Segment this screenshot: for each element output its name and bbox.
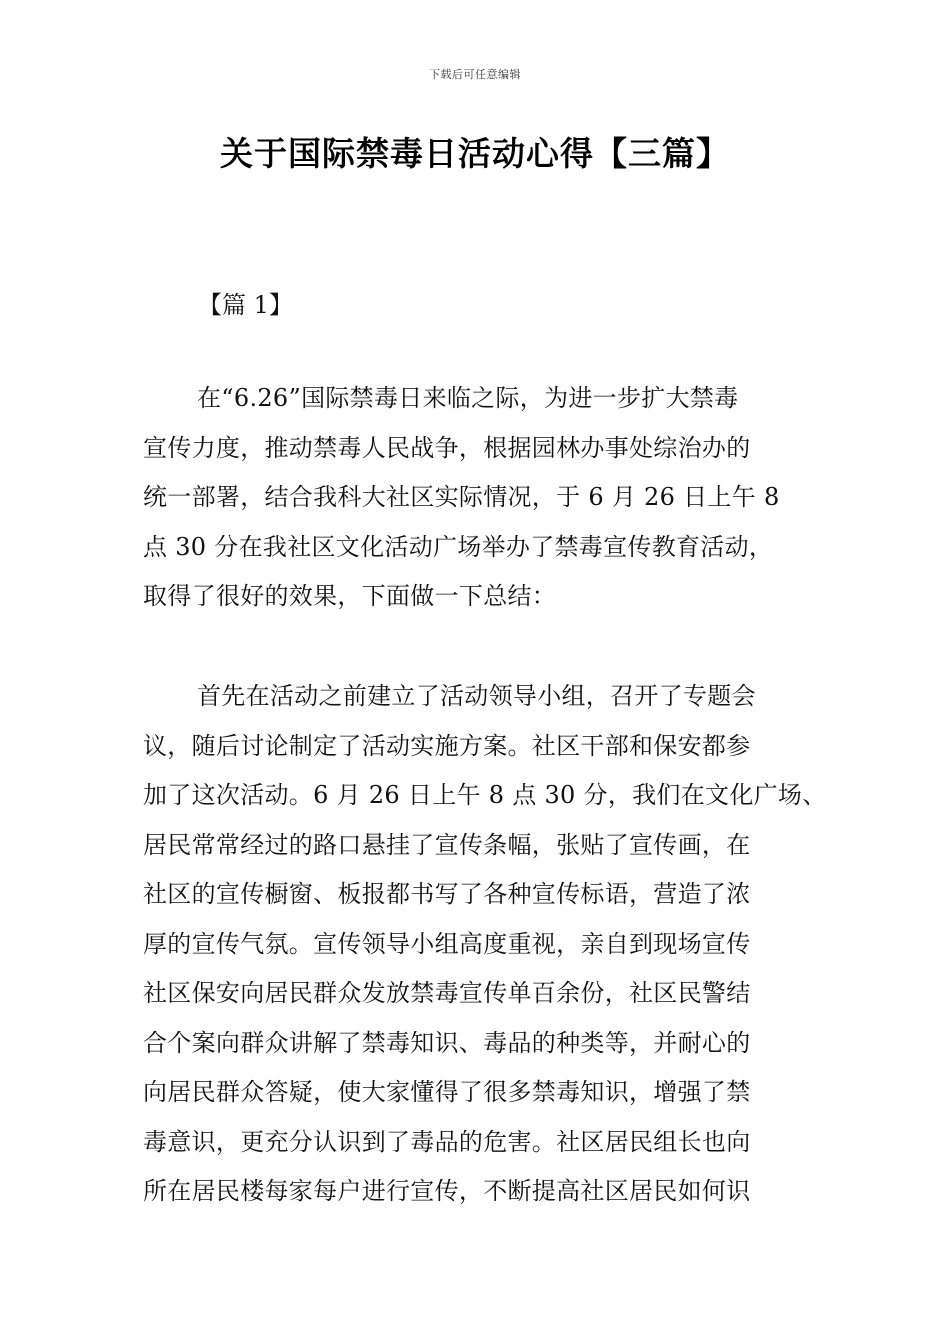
paragraph-line: 统一部署，结合我科大社区实际情况，于 6 月 26 日上午 8 <box>143 483 780 511</box>
paragraph-line: 向居民群众答疑，使大家懂得了很多禁毒知识，增强了禁 <box>143 1078 751 1106</box>
paragraph-line: 社区的宣传橱窗、板报都书写了各种宣传标语，营造了浓 <box>143 880 751 908</box>
paragraph-line: 点 30 分在我社区文化活动广场举办了禁毒宣传教育活动， <box>143 532 774 561</box>
paragraph-line: 合个案向群众讲解了禁毒知识、毒品的种类等，并耐心的 <box>143 1028 751 1057</box>
paragraph-line: 首先在活动之前建立了活动领导小组，召开了专题会 <box>197 682 756 710</box>
paragraph-line: 宣传力度，推动禁毒人民战争，根据园林办事处综治办的 <box>143 433 751 462</box>
paragraph-line: 议，随后讨论制定了活动实施方案。社区干部和保安都参 <box>143 731 751 760</box>
document-title: 关于国际禁毒日活动心得【三篇】 <box>220 134 730 173</box>
paragraph-line: 在“6.26”国际禁毒日来临之际，为进一步扩大禁毒 <box>197 384 739 412</box>
header-note: 下载后可任意编辑 <box>429 68 521 81</box>
paragraph-line: 社区保安向居民群众发放禁毒宣传单百余份，社区民警结 <box>143 979 751 1007</box>
paragraph-line: 居民常常经过的路口悬挂了宣传条幅，张贴了宣传画，在 <box>143 830 751 859</box>
section-heading: 【篇 1】 <box>198 291 293 319</box>
paragraph-line: 厚的宣传气氛。宣传领导小组高度重视，亲自到现场宣传 <box>143 929 751 958</box>
paragraph-1 <box>143 374 808 622</box>
paragraph-line: 取得了很好的效果，下面做一下总结： <box>143 582 557 610</box>
paragraph-line: 所在居民楼每家每户进行宣传，不断提高社区居民如何识 <box>143 1177 751 1205</box>
paragraph-line: 加了这次活动。6 月 26 日上午 8 点 30 分，我们在文化广场、 <box>143 781 827 809</box>
paragraph-2 <box>143 672 827 1217</box>
paragraph-line: 毒意识，更充分认识到了毒品的危害。社区居民组长也向 <box>143 1127 751 1156</box>
